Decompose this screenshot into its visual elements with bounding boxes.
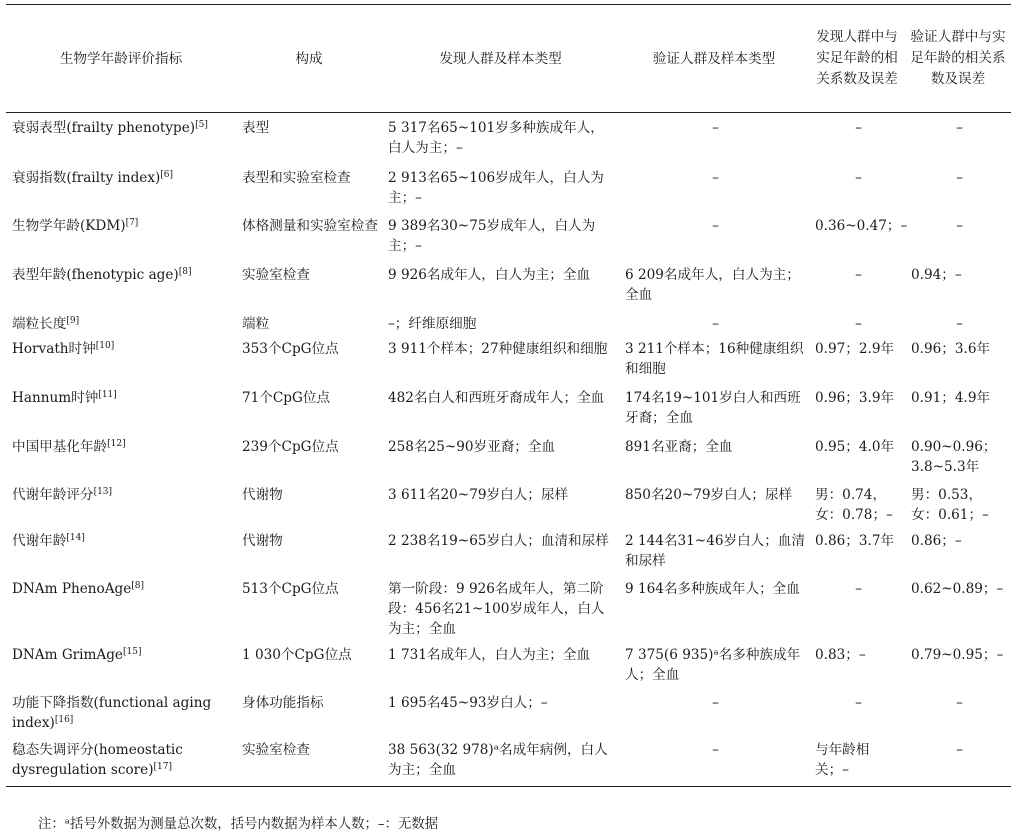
reference-marker: [5] (195, 120, 208, 130)
indicator-cell (6, 309, 236, 334)
indicator-cell (6, 211, 236, 260)
table-row (6, 688, 1011, 735)
table-row (6, 432, 1011, 480)
validation-correlation-cell: – (956, 694, 963, 711)
table-row (6, 480, 1011, 526)
reference-marker: [10] (95, 340, 115, 351)
validation-cell: 2 144名31~46岁白人；血清和尿样 (625, 532, 806, 569)
validation-cell: 174名19~101岁白人和西班牙裔；全血 (625, 389, 801, 426)
validation-cell: 850名20~79岁白人；尿样 (625, 486, 793, 503)
composition-cell: 实验室检查 (242, 266, 310, 283)
composition-cell: 实验室检查 (242, 741, 310, 758)
composition-cell: 353个CpG位点 (242, 340, 339, 357)
table-body (6, 113, 1011, 787)
discovery-cell: 第一阶段：9 926名成年人，第二阶段：456名21~100岁成年人，白人为主；全血 (388, 580, 605, 637)
reference-marker: [16] (54, 714, 74, 725)
validation-correlation-cell: – (956, 315, 963, 332)
discovery-correlation-cell: – (855, 580, 862, 597)
validation-correlation-cell: – (956, 169, 963, 186)
indicator-cell (6, 735, 236, 787)
indicator-cell (6, 688, 236, 735)
indicator-name: 功能下降指数(functional aging index) (12, 694, 212, 731)
validation-correlation-cell: 0.62~0.89；– (911, 580, 1004, 597)
validation-correlation-cell: – (956, 217, 963, 234)
table-header-row (6, 5, 1011, 113)
composition-cell: 代谢物 (242, 532, 283, 549)
discovery-cell: 1 731名成年人，白人为主；全血 (388, 646, 591, 663)
reference-marker: [11] (98, 389, 117, 400)
composition-cell: 71个CpG位点 (242, 389, 331, 406)
header-indicator: 生物学年龄评价指标 (59, 50, 183, 67)
header-discovery-correlation: 发现人群中与实足年龄的相关系数及误差 (816, 29, 898, 87)
header-discovery-population: 发现人群及样本类型 (439, 50, 562, 67)
discovery-correlation-cell: – (855, 120, 862, 136)
discovery-correlation-cell: – (855, 266, 862, 283)
discovery-cell: 2 238名19~65岁白人；血清和尿样 (388, 532, 609, 549)
reference-marker: [14] (66, 532, 85, 543)
composition-cell: 体格测量和实验室检查 (242, 217, 378, 234)
discovery-cell: 482名白人和西班牙裔成年人；全血 (388, 389, 605, 406)
validation-cell: 891名亚裔；全血 (625, 438, 733, 455)
indicator-cell (6, 260, 236, 309)
table-row (6, 383, 1011, 432)
indicator-name: 生物学年龄(KDM) (12, 217, 126, 234)
composition-cell: 端粒 (242, 315, 270, 332)
discovery-correlation-cell: – (855, 694, 862, 711)
validation-correlation-cell: 男：0.53，女：0.61；– (911, 486, 989, 523)
discovery-correlation-cell: 与年龄相关；– (815, 741, 870, 778)
indicator-cell (6, 640, 236, 688)
reference-marker: [13] (93, 486, 113, 497)
discovery-correlation-cell: – (855, 169, 862, 186)
composition-cell: 身体功能指标 (242, 694, 324, 711)
indicator-name: Hannum时钟 (12, 389, 99, 406)
discovery-correlation-cell: 0.86；3.7年 (815, 532, 895, 549)
indicator-cell (6, 574, 236, 640)
discovery-correlation-cell: 0.83；– (815, 646, 866, 663)
table-row (6, 526, 1011, 574)
indicator-cell (6, 526, 236, 574)
discovery-correlation-cell: 0.96；3.9年 (815, 389, 895, 406)
table-row (6, 640, 1011, 688)
composition-cell: 表型和实验室检查 (242, 169, 351, 186)
composition-cell: 代谢物 (242, 486, 283, 503)
validation-correlation-cell: 0.86；– (911, 532, 962, 549)
reference-marker: [15] (122, 646, 142, 657)
validation-correlation-cell: 0.91；4.9年 (911, 389, 991, 406)
header-validation-correlation: 验证人群中与实足年龄的相关系数及误差 (910, 29, 1006, 87)
validation-correlation-cell: 0.79~0.95；– (911, 646, 1004, 663)
discovery-cell: 38 563(32 978)ᵃ名成年病例，白人为主；全血 (388, 741, 608, 778)
table-row (6, 260, 1011, 309)
discovery-cell: 3 611名20~79岁白人；尿样 (388, 486, 569, 503)
indicator-cell (6, 383, 236, 432)
discovery-cell: 2 913名65~106岁成年人，白人为主；– (388, 169, 604, 206)
reference-marker: [7] (125, 217, 139, 228)
discovery-correlation-cell: – (855, 315, 862, 332)
reference-marker: [12] (107, 438, 126, 449)
indicator-name: 衰弱表型(frailty phenotype) (12, 120, 196, 136)
discovery-cell: 3 911个样本；27种健康组织和细胞 (388, 340, 608, 357)
reference-marker: [17] (153, 761, 172, 772)
indicator-cell (6, 113, 236, 163)
validation-cell: – (712, 741, 719, 758)
table-row (6, 735, 1011, 787)
validation-correlation-cell: 0.96；3.6年 (911, 340, 991, 357)
discovery-correlation-cell: 0.36~0.47；– (815, 217, 908, 234)
validation-cell: 3 211个样本；16种健康组织和细胞 (625, 340, 804, 377)
table-row (6, 334, 1011, 383)
table-row (6, 211, 1011, 260)
validation-cell: – (712, 315, 719, 332)
indicator-name: 端粒长度 (12, 315, 67, 332)
validation-cell: 7 375(6 935)ᵃ名多种族成年人；全血 (625, 646, 801, 683)
reference-marker: [8] (131, 580, 145, 591)
indicator-name: 代谢年龄 (12, 532, 67, 549)
discovery-cell: –；纤维原细胞 (388, 315, 477, 332)
indicator-name: 中国甲基化年龄 (12, 438, 108, 455)
validation-cell: – (712, 169, 719, 186)
discovery-correlation-cell: 0.97；2.9年 (815, 340, 895, 357)
validation-correlation-cell: – (956, 120, 963, 136)
table-footnote: 注：ᵃ括号外数据为测量总次数，括号内数据为样本人数；–：无数据 (38, 817, 439, 832)
indicator-cell (6, 334, 236, 383)
discovery-cell: 1 695名45~93岁白人；– (388, 694, 548, 711)
validation-correlation-cell: 0.94；– (911, 266, 962, 283)
composition-cell: 239个CpG位点 (242, 438, 339, 455)
indicator-name: 衰弱指数(frailty index) (12, 169, 161, 186)
discovery-cell: 258名25~90岁亚裔；全血 (388, 438, 556, 455)
indicator-cell (6, 480, 236, 526)
header-validation-population: 验证人群及样本类型 (652, 50, 776, 67)
reference-marker: [6] (160, 169, 174, 180)
validation-correlation-cell: 0.90~0.96；3.8~5.3年 (911, 438, 997, 475)
discovery-cell: 9 389名30~75岁成年人，白人为主；– (388, 217, 596, 254)
header-composition: 构成 (295, 50, 323, 67)
table-row (6, 309, 1011, 334)
reference-marker: [9] (66, 315, 80, 326)
indicator-name: DNAm PhenoAge (12, 580, 132, 597)
validation-cell: – (712, 694, 719, 711)
validation-cell: 9 164名多种族成年人；全血 (625, 580, 800, 597)
indicator-cell (6, 432, 236, 480)
validation-correlation-cell: – (956, 741, 963, 758)
validation-cell: – (712, 217, 719, 234)
indicator-name: DNAm GrimAge (12, 646, 123, 663)
validation-cell: 6 209名成年人，白人为主；全血 (625, 266, 800, 303)
discovery-correlation-cell: 0.95；4.0年 (815, 438, 895, 455)
discovery-cell: 5 317名65~101岁多种族成年人，白人为主；– (388, 120, 604, 156)
biological-age-table (6, 4, 1011, 787)
indicator-cell (6, 163, 236, 211)
indicator-name: 稳态失调评分(homeostatic dysregulation score) (12, 741, 183, 778)
indicator-name: 表型年龄(fhenotypic age) (12, 266, 179, 283)
indicator-name: 代谢年龄评分 (12, 486, 94, 503)
composition-cell: 表型 (242, 120, 270, 136)
composition-cell: 1 030个CpG位点 (242, 646, 352, 663)
table-row (6, 163, 1011, 211)
validation-cell: – (712, 120, 719, 136)
table-row (6, 574, 1011, 640)
reference-marker: [8] (178, 266, 192, 277)
indicator-name: Horvath时钟 (12, 340, 96, 357)
discovery-cell: 9 926名成年人，白人为主；全血 (388, 266, 591, 283)
discovery-correlation-cell: 男：0.74，女：0.78；– (815, 486, 893, 523)
table-row (6, 113, 1011, 163)
composition-cell: 513个CpG位点 (242, 580, 339, 597)
